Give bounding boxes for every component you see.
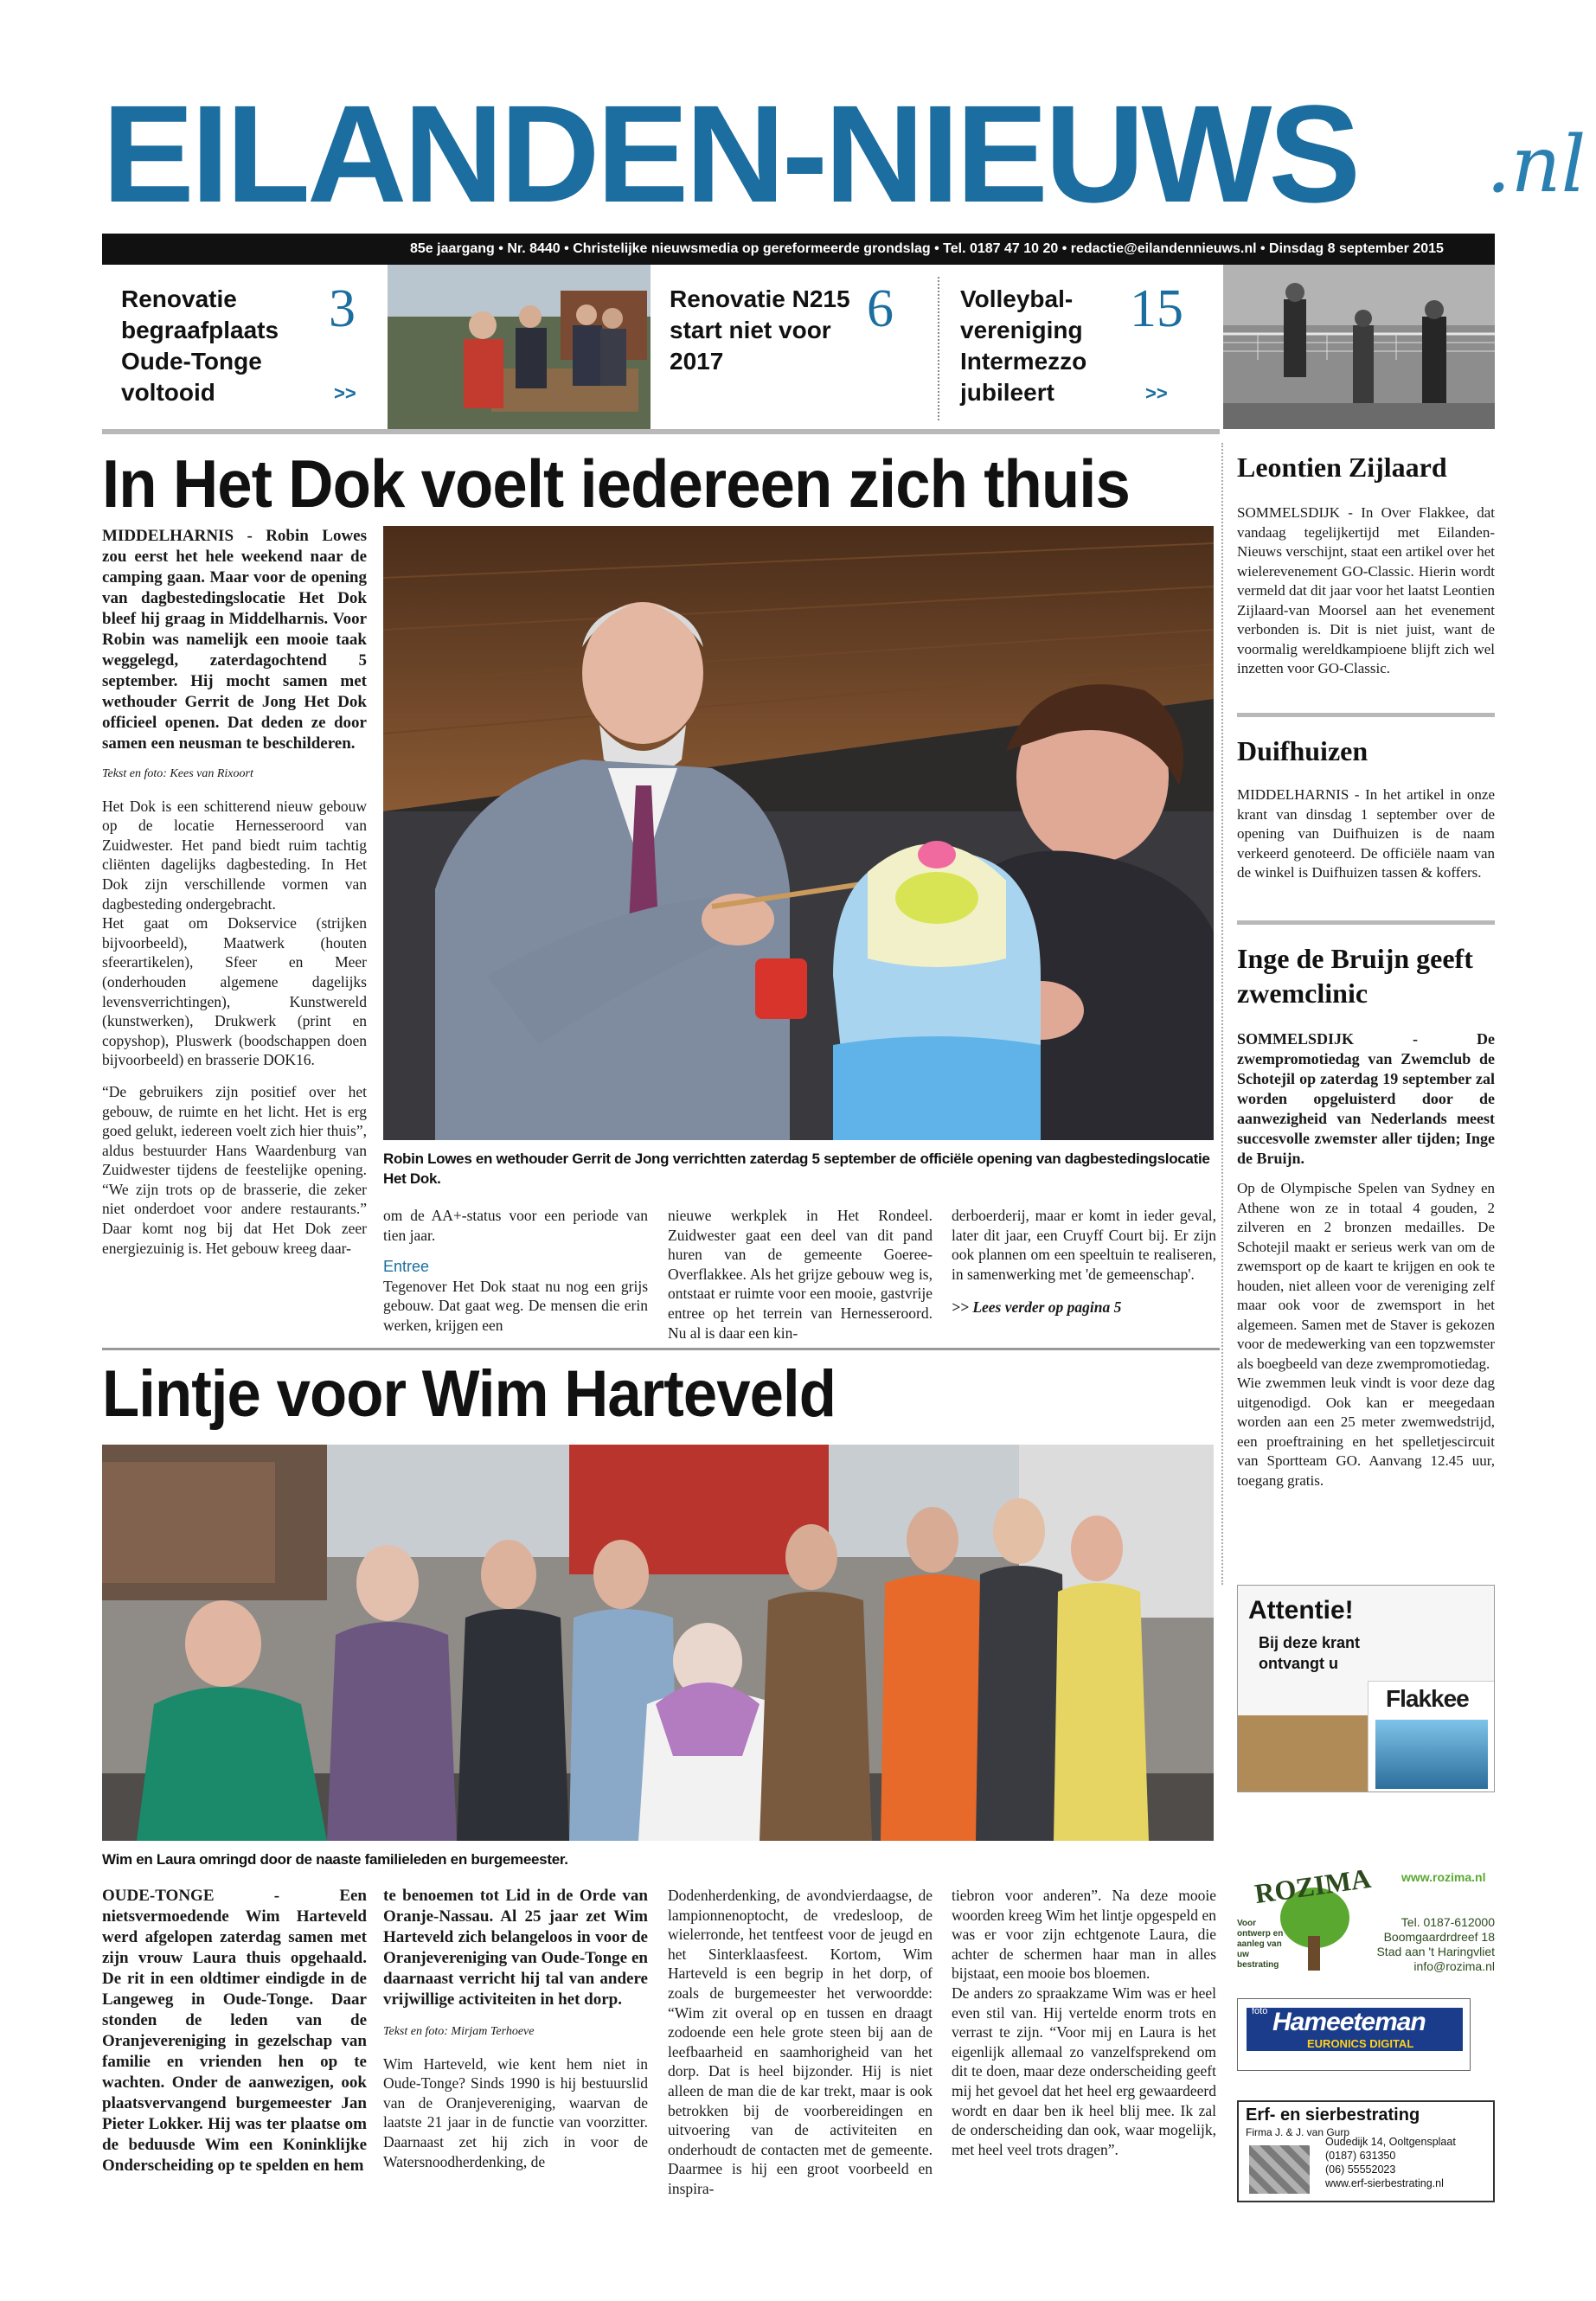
sidebar-1-body: SOMMELSDIJK - In Over Flakkee, dat vandaag tegelijkertijd met Eilanden-Nieuws verschijnt, staat een artikel over het wielerevenement GO-Classic. Hierin wordt vermeld dat dit jaar voor het laatst Leontien Zijlaard-van Moorsel aan het evenement verbonden is. Dit is niet juist, want de voormalig wereldkampioene blijft zich wel inzetten voor GO-Classic. <box>1237 504 1495 676</box>
ad-erf-title: Erf- en sierbestrating <box>1246 2106 1420 2125</box>
article2-col2 <box>383 1886 648 2171</box>
article2-headline: Lintje voor Wim Harteveld <box>102 1357 836 1431</box>
article2-col3: Dodenherdenking, de avondvierdaagse, de lampionnenoptocht, de vredesloop, de wielerronde, het tentfeest voor de jeugd en het Sinterklaasfeest. Kortom, Wim Harteveld is een begrip in het dorp, of zoals de burgemeester het verwoordde: “Wim zit overal op en tussen en draagt zodoende een hele grote steen bij aan de leefbaarheid en saamhorigheid van het dorp. Dat is heel bijzonder. Hij is niet alleen de man die de kar trekt, maar is ook betrokken bij de voorbereidingen en uitvoering van de activiteiten en onderhoudt de contacten met de gemeente. Daarmee is hij een groot voorbeeld en inspira- <box>668 1887 933 2197</box>
article1-col1 <box>102 526 367 1258</box>
article1-p2: Het gaat om Dokservice (strijken bijvoorbeeld), Maatwerk (houten sfeerartikelen), Sfeer en Meer (onderhouden algemene dagelijks levensverrichtingen), Kunstwereld (kunstwerken), Drukwerk (print en copyshop), Pluswerk (boodschappen doen bijvoorbeeld) en brasserie DOK16. <box>102 914 367 1069</box>
article2-photo-drawing <box>102 1445 1214 1841</box>
sidebar-2-title: Duifhuizen <box>1237 735 1368 766</box>
teaser-1[interactable] <box>102 265 388 429</box>
sidebar-3-lead: SOMMELSDIJK - De zwempromotiedag van Zwemclub de Schotejil op zaterdag 19 september zal worden opgeluisterd door de aanwezigheid van Nederlands meest succesvolle zwemster aller tijden; Inge de Bruijn. <box>1237 1030 1495 1167</box>
article2-col1 <box>102 1886 367 2176</box>
sidebar-rule-1 <box>1237 713 1495 717</box>
ad-attentie-brown-block <box>1238 1715 1368 1792</box>
article2-col2-lead: te benoemen tot Lid in de Orde van Oranje-Nassau. Al 25 jaar zet Wim Harteveld zich belangeloos in voor de Oranjevereniging van Oude-Tonge en daarnaast verricht hij tal van andere vrijwillige activiteiten in het dorp. <box>383 1887 648 2009</box>
article2-col4: tiebron voor anderen”. Na deze mooie woorden kreeg Wim het lintje opgespeld en was er voor zijn echtgenote Laura, die achter de schermen haar man in alles bijstaat, een mooie bos bloemen. De anders zo spraakzame Wim was er heel even stil van. Hij vertelde enorm trots en verrast te zijn. “Voor mij en Laura is het eigenlijk allemaal zo vanzelfsprekend om dit te doen, maar deze onderscheiding geeft mij het gevoel dat het heel erg gewaardeerd wordt en daar ben ik heel blij mee. Ik zal de onderscheiding dan ook, waar mogelijk, met heel veel trots dragen”. <box>952 1887 1216 2158</box>
ad-erf[interactable] <box>1237 2100 1495 2202</box>
teaser-1-page: 3 <box>329 279 356 338</box>
header-rule <box>102 429 1220 434</box>
article1-col2 <box>383 1206 648 1336</box>
ad-rozima-trunk <box>1308 1936 1320 1971</box>
ad-rozima-tel: Tel. 0187-612000 <box>1401 1915 1495 1929</box>
teaser-1-arrow: >> <box>334 382 356 404</box>
teaser-photo-cemetery-drawing <box>388 265 651 429</box>
article1-lead: MIDDELHARNIS - Robin Lowes zou eerst het hele weekend naar de camping gaan. Maar voor de opening van dagbestedingslocatie Het Dok bleef hij graag in Middelharnis. Voor Robin was namelijk een mooie taak weggelegd, zaterdagochtend 5 september. Hij mocht samen met wethouder Gerrit de Jong Het Dok officieel openen. Dat deden ze door samen een neusman te beschilderen. <box>102 527 367 753</box>
article1-p1: Het Dok is een schitterend nieuw gebouw op de locatie Hernesseroord van Zuidwester. Het pand biedt ruim tachtig cliënten dagelijks dagbesteding. In Het Dok zijn verschillende vormen van dagbesteding ondergebracht. <box>102 797 367 913</box>
article1-col2a: om de AA+-status voor een periode van tien jaar. <box>383 1207 648 1244</box>
article1-col4-text: derboerderij, maar er komt in ieder geval, later dit jaar, een Cruyff Court bij. Er zijn ook plannen om een speeltuin te realiseren, in samenwerking met 'de gemeenschap'. <box>952 1207 1216 1283</box>
ad-erf-url[interactable]: www.erf-sierbestrating.nl <box>1325 2177 1444 2189</box>
ad-erf-contact <box>1325 2135 1456 2190</box>
teaser-3-page: 15 <box>1130 279 1183 338</box>
article2-photo <box>102 1445 1214 1841</box>
teaser-2-title: Renovatie N215 start niet voor 2017 <box>670 285 850 375</box>
teaser-photo-volleyball <box>1223 265 1495 429</box>
article1-col4 <box>952 1206 1216 1317</box>
sidebar-3-text: Op de Olympische Spelen van Sydney en Athene won ze in totaal 4 gouden, 2 zilveren en 2 bronzen medailles. De Schotejil maakt er serieus werk van om de zwemsport op de kaart te krijgen en ook te houden, niet alleen voor de vereniging zelf maar ook voor de zwemsport in het algemeen. Samen met de Staver is gekozen voor de medewerking van een topzwemster als boegbeeld van deze zwempromotiedag. Wie zwemmen leuk vindt is voor deze dag uitgenodigd. Ook kan er meegedaan worden aan een 25 meter zwemwedstrijd, een proeftraining en het spelletjescircuit van Sportteam GO. Aanvang 12.45 uur, toegang gratis. <box>1237 1180 1495 1489</box>
teaser-bar <box>102 265 1495 429</box>
teaser-2[interactable] <box>651 265 920 429</box>
teaser-2-page: 6 <box>867 279 894 338</box>
teaser-3-title: Volleybal-vereniging Intermezzo jubileert <box>960 285 1087 406</box>
article-separator <box>102 1348 1220 1350</box>
article1-more-link[interactable]: >> Lees verder op pagina 5 <box>952 1298 1122 1317</box>
ad-erf-addr: Oudedijk 14, Ooltgensplaat <box>1325 2136 1456 2148</box>
teaser-photo-volleyball-drawing <box>1223 265 1495 429</box>
ad-rozima-url: www.rozima.nl <box>1401 1870 1486 1884</box>
masthead <box>102 76 1586 231</box>
article2-col2-text: Wim Harteveld, wie kent hem niet in Oude-Tonge? Sinds 1990 is hij bestuurslid van de Oranjevereniging, waarvan de laatste 21 jaar in de functie van voorzitter. Daarnaast zet hij zich in voor de Watersnoodherdenking, de <box>383 2054 648 2170</box>
ad-rozima-name: ROZIMA <box>1253 1862 1373 1910</box>
ad-hameeteman[interactable] <box>1237 1998 1471 2071</box>
ad-attentie-brand: Flakkee <box>1386 1685 1469 1712</box>
ad-attentie-title: Attentie! <box>1248 1596 1354 1625</box>
ad-erf-firm: Firma J. & J. van Gurp <box>1246 2126 1350 2138</box>
ad-rozima[interactable] <box>1237 1858 1495 1979</box>
ad-rozima-slogan: Voor ontwerp en aanleg van uw bestrating <box>1237 1919 1284 1970</box>
teaser-3[interactable] <box>941 265 1216 429</box>
ad-erf-tel1: (0187) 631350 <box>1325 2150 1396 2162</box>
sidebar-divider <box>1221 443 1223 1585</box>
article2-credit: Tekst en foto: Mirjam Terhoeve <box>383 2025 535 2038</box>
sidebar-rule-2 <box>1237 920 1495 925</box>
ad-attentie-magazine <box>1368 1681 1495 1792</box>
article2-lead: OUDE-TONGE - Een nietsvermoedende Wim Harteveld werd afgelopen zaterdag samen met zijn vrouw Laura thuis opgehaald. De rit in een oldtimer eindigde in de Langeweg in Oude-Tonge. Daar stonden de leden van de Oranjevereniging in gezelschap van familie en vrienden hen op te wachten. Onder de aanwezigen, ook plaatsvervangend burgemeester Jan Pieter Lokker. Hij was ter plaatse om de beduusde Wim een Koninklijke Onderscheiding op te spelden en hem <box>102 1887 367 2175</box>
ad-rozima-contact <box>1367 1915 1495 1974</box>
ad-rozima-addr2: Stad aan 't Haringvliet <box>1376 1945 1495 1958</box>
ad-rozima-mail: info@rozima.nl <box>1413 1959 1495 1973</box>
sidebar-1-title: Leontien Zijlaard <box>1237 452 1447 483</box>
article1-photo <box>383 526 1214 1140</box>
article1-photo-drawing <box>383 526 1214 1140</box>
article1-headline: In Het Dok voelt iedereen zich thuis <box>102 445 1130 522</box>
article1-col3: nieuwe werkplek in Het Rondeel. Zuidwester gaat een deel van dit pand huren van de gemeente Goeree-Overflakkee. Als het grijze gebouw weg is, ontstaat er ruimte voor een mooie, gastvrije entree op het terrein van Hernesseroord. Nu al is daar een kin- <box>668 1207 933 1342</box>
ad-erf-tel2: (06) 55552023 <box>1325 2163 1396 2176</box>
article1-credit: Tekst en foto: Kees van Rixoort <box>102 767 253 780</box>
ad-hameeteman-sub: EURONICS DIGITAL <box>1307 2037 1414 2050</box>
sidebar-3-body <box>1237 1029 1495 1490</box>
ad-hameeteman-name: Hameeteman <box>1272 2008 1426 2036</box>
ad-attentie-text: Bij deze krant ontvangt u <box>1259 1634 1361 1672</box>
article2-caption: Wim en Laura omringd door de naaste familieleden en burgemeester. <box>102 1851 568 1868</box>
masthead-title: EILANDEN-NIEUWS <box>102 76 1358 231</box>
masthead-suffix: .nl <box>1486 119 1586 210</box>
ad-hameeteman-small: foto <box>1252 2006 1268 2016</box>
sidebar-2-body: MIDDELHARNIS - In het artikel in onze krant van dinsdag 1 september over de opening van Duifhuizen is de naam verkeerd genoteerd. De officiële naam van de winkel is Duifhuizen tassen & koffers. <box>1237 786 1495 881</box>
ad-rozima-addr1: Boomgaardrdreef 18 <box>1383 1930 1495 1944</box>
ad-erf-tiles-icon <box>1249 2145 1310 2194</box>
sidebar-3-title: Inge de Bruijn geeft zwemclinic <box>1237 943 1473 1009</box>
article1-subhead: Entree <box>383 1258 430 1276</box>
article1-caption: Robin Lowes en wethouder Gerrit de Jong verrichtten zaterdag 5 september de officiële opening van dagbestedingslocatie Het Dok. <box>383 1150 1210 1187</box>
teaser-photo-cemetery <box>388 265 651 429</box>
teaser-divider <box>938 277 939 420</box>
ad-attentie[interactable] <box>1237 1585 1495 1792</box>
article1-p3: “De gebruikers zijn positief over het gebouw, de ruimte en het licht. Het is erg goed gelukt, iedereen voelt zich hier thuis”, aldus bestuurder Hans Waardenburg van Zuidwester tijdens de feestelijke opening. “We zijn trots op de brasserie, die zeker niet onderdoet voor andere restaurants.” Daar komt nog bij dat Het Dok zeer energiezuinig is. Het gebouw kreeg daar- <box>102 1082 367 1257</box>
ad-attentie-magazine-photo <box>1375 1720 1488 1789</box>
dateline: 85e jaargang • Nr. 8440 • Christelijke nieuwsmedia op gereformeerde grondslag • Tel. 0187 47 10 20 • redactie@eilandennieuws.nl • Dinsdag 8 september 2015 <box>102 234 1495 265</box>
teaser-1-title: Renovatie begraafplaats Oude-Tonge voltooid <box>121 285 279 406</box>
article1-col2b: Tegenover Het Dok staat nu nog een grijs gebouw. Dat gaat weg. De mensen die erin werken, krijgen een <box>383 1277 648 1334</box>
teaser-3-arrow: >> <box>1145 382 1168 404</box>
